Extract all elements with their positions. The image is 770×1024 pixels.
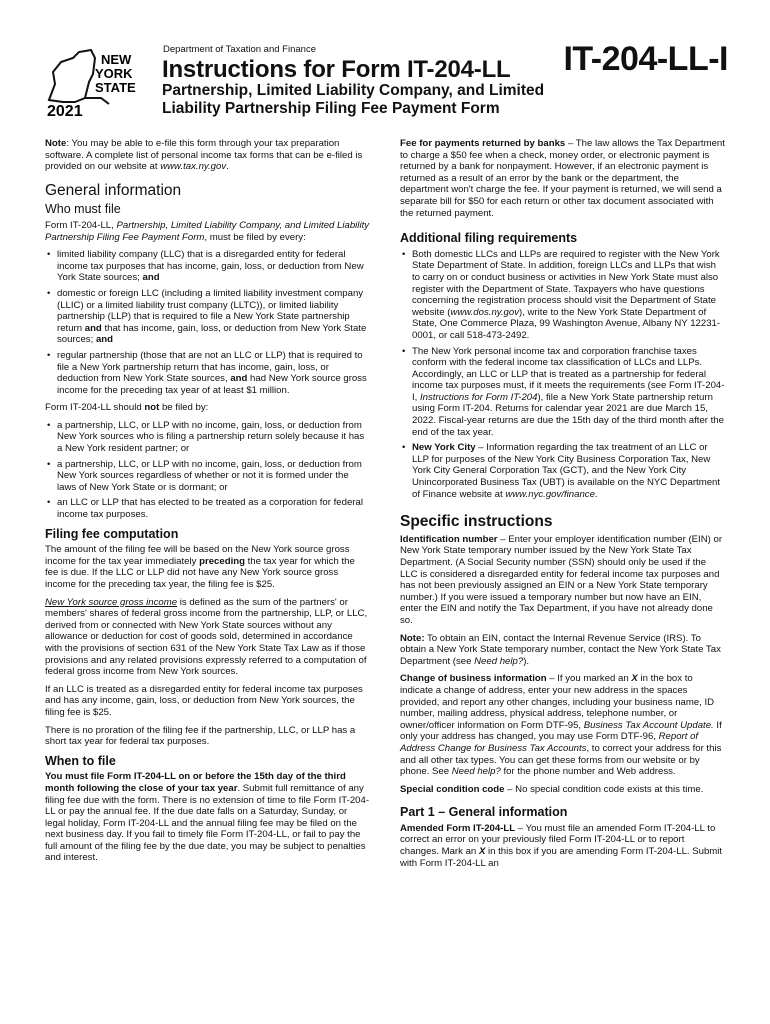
page-subtitle <box>162 82 544 118</box>
list-item <box>412 346 725 439</box>
text-run: . <box>594 488 598 500</box>
text-run: You must file Form IT-204-LL on or before the 15th day of the third month following the close of your tax year <box>45 771 346 794</box>
text-run: Change of business information <box>400 673 547 685</box>
text-run: – If you marked an <box>546 673 632 685</box>
text-run: preceding <box>199 555 245 567</box>
text-run: New York City <box>412 442 476 454</box>
list-item: • a partnership, LLC, or LLP with no income, gain, loss, or deduction from New York sources who is filing a partnership return solely because it has a New York resident partner; or <box>57 420 370 455</box>
text-run: Form IT-204-LL should <box>45 402 145 414</box>
text-run: ), file a New York State partnership return using Form IT-204. Returns for calendar year 2021 are due March 15, 2022. Fiscal-year returns are due the 15th day of the third month after the end of the tax year. <box>412 391 724 438</box>
subtitle-line-1: Partnership, Limited Liability Company, and Limited <box>162 82 545 99</box>
list-item <box>57 350 370 396</box>
special-condition-paragraph <box>400 784 725 796</box>
text-run: Fee for payments returned by banks <box>400 138 566 149</box>
text-run: ), write to the New York State Department of State, One Commerce Plaza, 99 Washington Avenue, Albany NY 12231-0001, or call 518-473-2492. <box>412 306 721 341</box>
text-run: – No special condition code exists at this time. <box>504 783 704 795</box>
when-to-file-heading: When to file <box>45 753 116 768</box>
text-run: The New York personal income tax and corporation franchise taxes conform with the federal income tax classification of LLCs and LLPs. Accordingly, an LLC or LLP that is treated as a partnership for federal income tax purposes must, if it meets the requirements (see Form IT-204-I, <box>412 345 725 403</box>
text-run: X <box>631 673 638 685</box>
filing-fee-heading: Filing fee computation <box>45 526 179 541</box>
list-item <box>412 442 725 500</box>
text-run: – The law allows the Tax Department to charge a $50 fee when a check, money order, or electronic payment is returned by a bank for nonpayment. However, if an electronic payment is returned as a result of an error by the bank or the department, the department won't charge the fee. If your payment is returned, we will send a separate bill for $50 for each return or other tax document associated with the returned payment. <box>400 138 725 219</box>
additional-filing-heading: Additional filing requirements <box>400 231 578 246</box>
text-run: not <box>144 402 160 414</box>
returned-payment-paragraph <box>400 138 725 219</box>
text-run: Need help? <box>474 655 524 667</box>
text-run: . Submit full remittance of any filing fee due with the form. There is no extension of time to file Form IT-204-LL or pay the annual fee. If the due date falls on a Saturday, Sunday, or legal holiday, Form IT-204-LL and the annual filing fee may be filed on the next business day. If you fail to timely file Form IT-204-LL, or fail to pay the full amount of the filing fee by the due date, you may be subject to penalties and interest. <box>45 782 370 864</box>
text-run: regular partnership (those that are not an LLC or LLP) that is required to file a New York partnership return that has income, gain, loss, or deduction from New York State sources, <box>57 349 363 385</box>
text-run: the tax year for which the fee is due. If the LLC or LLP did not have any New York source gross income for the preceding tax year, the filing fee is $25. <box>45 555 355 590</box>
list-item <box>57 249 370 284</box>
who-must-file-list <box>45 249 370 396</box>
list-item: • an LLC or LLP that has elected to be treated as a corporation for federal income tax purposes. <box>57 497 370 520</box>
text-run: New York source gross income <box>45 596 178 608</box>
text-run: Amended Form IT-204-LL <box>400 822 516 834</box>
text-run: Need help? <box>451 766 501 778</box>
additional-filing-list <box>400 249 725 500</box>
subtitle-line-2: Liability Partnership Filing Fee Payment Form <box>162 100 500 117</box>
should-not-file-list <box>45 420 370 521</box>
form-id: IT-204-LL-I <box>563 40 728 78</box>
logo-word-york: YORK <box>95 66 133 81</box>
text-run: and <box>84 322 102 334</box>
text-run: had New York source gross income for the preceding tax year of at least $1 million. <box>57 373 367 396</box>
should-not-file-intro <box>45 402 370 414</box>
text-run: Form IT-204-LL, <box>45 219 117 231</box>
identification-paragraph <box>400 534 725 627</box>
general-information-heading: General information <box>45 181 182 199</box>
text-run: in this box if you are amending Form IT-204-LL. Submit with Form IT-204-LL an <box>400 846 723 869</box>
left-column <box>45 138 370 870</box>
text-run: ). <box>523 655 530 667</box>
text-run: The amount of the filing fee will be based on the New York source gross income for the tax year immediately <box>45 544 350 567</box>
text-run: Note: <box>400 632 425 644</box>
text-run: Business Tax Account Update. <box>583 719 714 731</box>
text-run: and <box>142 272 160 284</box>
tax-website-link[interactable]: www.tax.ny.gov <box>160 161 227 173</box>
text-run: is defined as the sum of the partners' or members' shares of federal gross income from the partnership, LLP, or LLC, derived from or connected with New York State sources without any allowance or deduction for cost of goods sold, determined in accordance with the provisions of section 631 of the New York State Tax Law as if those provisions and any related provisions expressly referred to a computation of federal gross income from New York sources. <box>45 596 368 678</box>
text-run: , to correct your address for this and all other tax types. You can get these forms from our website or by phone. See <box>400 742 722 778</box>
text-run: , must be filed by every: <box>204 231 306 243</box>
text-run: – Information regarding the tax treatment of an LLC or LLP for purposes of the New York City Business Corporation Tax, New York City General Corporation Tax (GCT), and the New York City Unincorporated Business Tax (UBT) is available on the NYC Department of Finance website at <box>412 442 721 500</box>
change-of-business-paragraph <box>400 673 725 777</box>
text-run: – You must file an amended Form IT-204-LL to correct an error on your previously filed Form IT-204-LL or to report changes. Mark an <box>400 822 716 858</box>
who-must-file-intro <box>45 220 370 243</box>
text-run: Both domestic LLCs and LLPs are required to register with the New York State Department of State. In addition, foreign LLCs and LLPs that wish to carry on or conduct business or activities in New York State must also register with the Department of State. Taxpayers who have questions concerning the registration process should visit the Department of State website ( <box>412 248 720 318</box>
text-run: for the phone number and Web address. <box>500 766 676 778</box>
text-run: Instructions for Form IT-204 <box>420 391 538 403</box>
note-label: Note <box>45 138 67 149</box>
list-item: • a partnership, LLC, or LLP with no income, gain, loss, or deduction from New York sources regardless of whether or not it is formed under the laws of New York State or is dormant; or <box>57 459 370 494</box>
fee-paragraph-2 <box>45 597 370 678</box>
text-run: Special condition code <box>400 783 505 795</box>
new-york-state-logo <box>45 48 150 118</box>
nyc-finance-link[interactable]: www.nyc.gov/finance <box>505 488 595 500</box>
list-item <box>412 249 725 342</box>
text-run: in the box to indicate a change of address, enter your new address in the spaces provided, and report any other changes, including your business name, ID number, mailing address, physical address, telephone number, or owner/officer information on Form DTF-95, <box>400 673 715 731</box>
text-run: – Enter your employer identification number (EIN) or New York State temporary number issued by the New York State Tax Department. (A Social Security number (SSN) should only be used if the LLC is considered a disregarded entity for federal income tax purposes and has not been previously assigned an EIN or a New York State temporary number.) If you were issued a temporary number but now have an EIN, enter the EIN and notify the Tax Department, if you have not already done so. <box>400 533 723 626</box>
text-run: domestic or foreign LLC (including a limited liability investment company (LLIC) or a limited liability trust company (LLTC)), or limited liability partnership (LLP) that is required to file a New York State partnership return <box>57 287 364 334</box>
note-paragraph <box>45 138 370 173</box>
list-item <box>57 288 370 346</box>
department-name: Department of Taxation and Finance <box>163 44 316 55</box>
text-run: To obtain an EIN, contact the Internal Revenue Service (IRS). To obtain a New York State temporary number, contact the New York State Tax Department (see <box>400 632 721 667</box>
right-column <box>400 138 725 875</box>
form-name: Partnership, Limited Liability Company, and Limited Liability Partnership Filing Fee Payment Form <box>45 219 370 243</box>
fee-paragraph-1 <box>45 544 370 590</box>
text-run: limited liability company (LLC) that is a disregarded entity for federal income tax purposes that has income, gain, loss, or deduction from New York State sources; <box>57 249 364 284</box>
document-header <box>0 0 770 135</box>
logo-year: 2021 <box>47 103 83 118</box>
text-run: be filed by: <box>159 402 209 414</box>
note-end: . <box>226 161 229 173</box>
when-to-file-paragraph <box>45 771 370 864</box>
logo-word-state: STATE <box>95 80 136 95</box>
ein-note-paragraph <box>400 633 725 668</box>
part-1-heading: Part 1 – General information <box>400 805 568 820</box>
text-run: and <box>95 334 113 346</box>
text-run: and <box>230 373 248 385</box>
note-text: : You may be able to e-file this form through your tax preparation software. A complete list of personal income tax forms that can be e-filed is provided on our website at <box>45 138 363 173</box>
logo-word-new: NEW <box>101 52 132 67</box>
dos-website-link[interactable]: www.dos.ny.gov <box>450 306 519 318</box>
text-run: Report of Address Change for Business Tax Accounts <box>400 731 699 754</box>
fee-paragraph-4: There is no proration of the filing fee if the partnership, LLC, or LLP has a short tax year for federal tax purposes. <box>45 724 356 748</box>
page-title: Instructions for Form IT-204-LL <box>162 56 511 83</box>
text-run: If only your address has changed, you may use Form DTF-96, <box>400 719 722 743</box>
specific-instructions-heading: Specific instructions <box>400 513 553 531</box>
amended-form-paragraph <box>400 823 725 869</box>
text-run: X <box>478 846 486 858</box>
text-run: Identification number <box>400 533 498 545</box>
who-must-file-heading: Who must file <box>45 202 121 217</box>
text-run: that has income, gain, loss, or deduction from New York State sources; <box>57 322 367 346</box>
fee-paragraph-3: If an LLC is treated as a disregarded entity for federal income tax purposes and has any income, gain, loss, or deduction from New York sources, the filing fee is $25. <box>45 683 363 718</box>
